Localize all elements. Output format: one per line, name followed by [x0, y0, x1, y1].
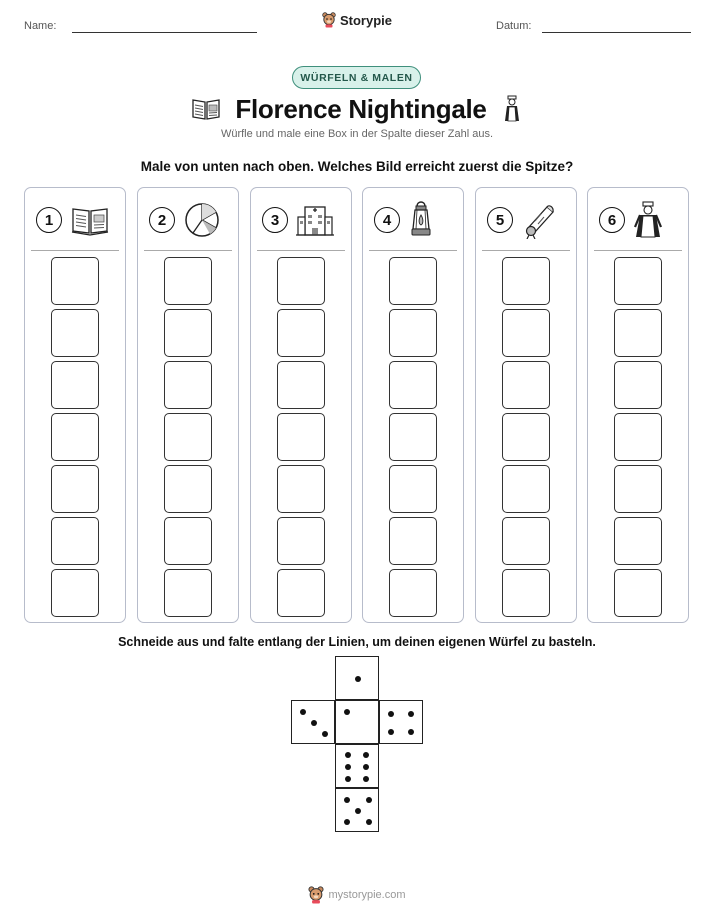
die-face-back — [335, 788, 379, 832]
color-box[interactable] — [277, 413, 325, 461]
color-box[interactable] — [164, 309, 212, 357]
column-divider — [31, 250, 119, 251]
activity-badge: WÜRFELN & MALEN — [292, 66, 421, 89]
color-box[interactable] — [614, 361, 662, 409]
die-pip — [344, 709, 350, 715]
column-divider — [257, 250, 345, 251]
bear-mascot-icon — [322, 12, 336, 28]
die-pip — [363, 776, 369, 782]
subtitle: Würfle und male eine Box in der Spalte dieser Zahl aus. — [220, 128, 494, 140]
color-box[interactable] — [502, 257, 550, 305]
instruction-text: Male von unten nach oben. Welches Bild erreicht zuerst die Spitze? — [140, 159, 574, 174]
die-face-left — [291, 700, 335, 744]
die-face-right — [379, 700, 423, 744]
brand-name: Storypie — [339, 12, 392, 28]
column-divider — [482, 250, 570, 251]
color-box[interactable] — [614, 309, 662, 357]
lantern-icon — [408, 201, 434, 239]
column-3 — [250, 187, 352, 623]
die-pip — [344, 797, 350, 803]
column-divider — [369, 250, 457, 251]
color-box[interactable] — [614, 517, 662, 565]
die-pip — [363, 764, 369, 770]
die-pip — [311, 720, 317, 726]
column-header — [36, 202, 119, 238]
color-box[interactable] — [502, 309, 550, 357]
color-box[interactable] — [614, 569, 662, 617]
column-2 — [137, 187, 239, 623]
die-face-bottom — [335, 744, 379, 788]
column-6 — [587, 187, 689, 623]
footer-url: mystorypie.com — [328, 889, 406, 901]
color-box[interactable] — [164, 361, 212, 409]
die-pip — [300, 709, 306, 715]
title-row — [0, 92, 714, 126]
color-box[interactable] — [389, 517, 437, 565]
die-pip — [388, 711, 394, 717]
column-5 — [475, 187, 577, 623]
date-label: Datum: — [496, 20, 532, 32]
scroll-diploma-icon — [521, 201, 557, 239]
die-pip — [408, 711, 414, 717]
column-4 — [362, 187, 464, 623]
die-pip — [355, 676, 361, 682]
color-box[interactable] — [502, 361, 550, 409]
color-box[interactable] — [164, 569, 212, 617]
color-box[interactable] — [277, 309, 325, 357]
color-box[interactable] — [614, 465, 662, 513]
nurse-uniform-icon — [501, 95, 523, 123]
die-pip — [322, 731, 328, 737]
color-box[interactable] — [277, 569, 325, 617]
column-1 — [24, 187, 126, 623]
page-title: Florence Nightingale — [235, 93, 487, 124]
color-box[interactable] — [502, 413, 550, 461]
color-box[interactable] — [614, 257, 662, 305]
column-number: 6 — [599, 207, 625, 233]
die-pip — [355, 808, 361, 814]
color-box[interactable] — [164, 517, 212, 565]
column-divider — [144, 250, 232, 251]
color-box[interactable] — [277, 361, 325, 409]
column-number: 3 — [262, 207, 288, 233]
open-book-icon — [191, 97, 221, 121]
column-number: 4 — [374, 207, 400, 233]
brand-logo — [0, 12, 714, 28]
color-box[interactable] — [51, 517, 99, 565]
cut-instruction: Schneide aus und falte entlang der Linien, um deinen eigenen Würfel zu basteln. — [118, 635, 596, 649]
color-box[interactable] — [51, 413, 99, 461]
color-box[interactable] — [51, 569, 99, 617]
column-number: 5 — [487, 207, 513, 233]
color-box[interactable] — [51, 465, 99, 513]
die-pip — [345, 776, 351, 782]
column-header — [374, 202, 457, 238]
column-number: 1 — [36, 207, 62, 233]
column-header — [599, 202, 682, 238]
color-box[interactable] — [277, 257, 325, 305]
color-box[interactable] — [389, 569, 437, 617]
color-box[interactable] — [51, 309, 99, 357]
date-line[interactable] — [542, 32, 691, 33]
die-face-top — [335, 656, 379, 700]
die-pip — [363, 752, 369, 758]
color-box[interactable] — [502, 465, 550, 513]
name-line[interactable] — [72, 32, 257, 33]
color-box[interactable] — [389, 361, 437, 409]
die-pip — [388, 729, 394, 735]
color-box[interactable] — [51, 257, 99, 305]
footer — [0, 886, 714, 904]
color-box[interactable] — [164, 465, 212, 513]
name-label: Name: — [24, 20, 57, 32]
column-header — [487, 202, 570, 238]
die-pip — [408, 729, 414, 735]
nurse-uniform-icon — [633, 201, 663, 239]
die-face-center — [335, 700, 379, 744]
die-pip — [345, 752, 351, 758]
column-header — [262, 202, 345, 238]
column-number: 2 — [149, 207, 175, 233]
die-pip — [366, 819, 372, 825]
color-box[interactable] — [51, 361, 99, 409]
color-box[interactable] — [277, 517, 325, 565]
hospital-icon — [296, 203, 334, 237]
color-box[interactable] — [277, 465, 325, 513]
die-pip — [344, 819, 350, 825]
color-box[interactable] — [389, 465, 437, 513]
pie-chart-icon — [183, 202, 221, 238]
color-box[interactable] — [389, 309, 437, 357]
color-box[interactable] — [164, 413, 212, 461]
color-box[interactable] — [389, 413, 437, 461]
color-box[interactable] — [502, 517, 550, 565]
die-pip — [345, 764, 351, 770]
column-divider — [594, 250, 682, 251]
color-box[interactable] — [164, 257, 212, 305]
bear-mascot-icon — [308, 886, 324, 904]
column-header — [149, 202, 232, 238]
color-box[interactable] — [389, 257, 437, 305]
die-pip — [366, 797, 372, 803]
color-box[interactable] — [614, 413, 662, 461]
color-box[interactable] — [502, 569, 550, 617]
open-book-icon — [70, 203, 110, 237]
